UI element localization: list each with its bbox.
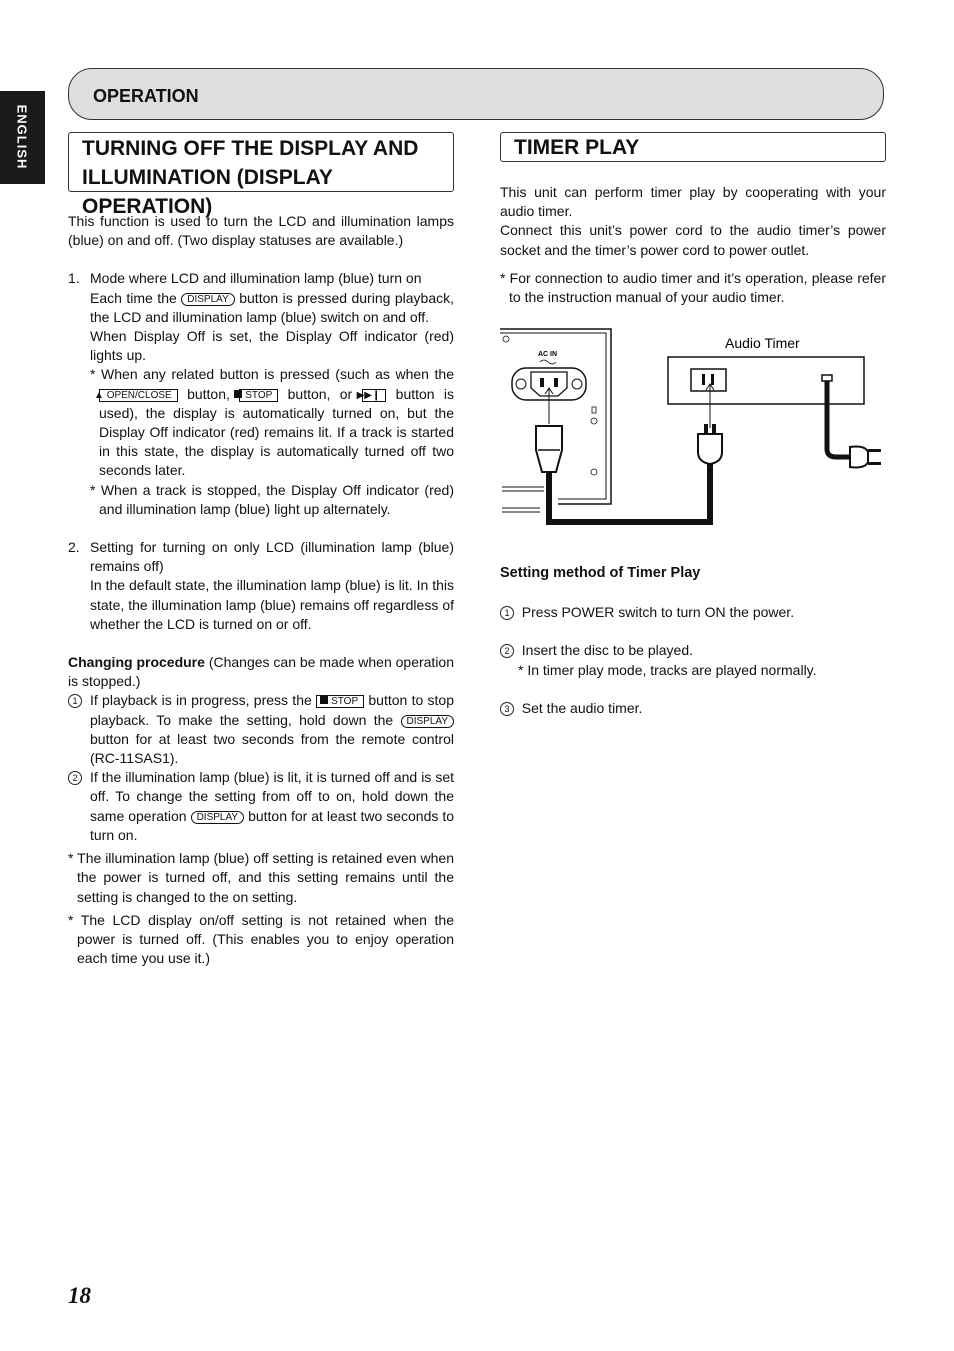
step-1-text-a: If playback is in progress, press the bbox=[90, 692, 312, 709]
setting-step-2-note: * In timer play mode, tracks are played normally. bbox=[518, 661, 817, 678]
item-1-text-b: button is pressed during playback, the LCD and illumination lamp (blue) switch on and off. bbox=[90, 289, 455, 325]
left-column bbox=[68, 212, 454, 968]
language-tab bbox=[0, 91, 45, 184]
footnote-1: * The illumination lamp (blue) off setting is retained even when the power is turned off, and this setting remains until the setting is changed to the on setting. bbox=[68, 850, 454, 905]
item-1-note-1a: * When any related button is pressed (such as when the bbox=[90, 366, 454, 383]
ac-symbol bbox=[540, 360, 556, 364]
stop-icon bbox=[234, 390, 242, 398]
audio-timer-label: Audio Timer bbox=[725, 335, 800, 351]
power-plug-icon bbox=[850, 447, 881, 468]
item-1-title: Mode where LCD and illumination lamp (blue) turn on bbox=[90, 270, 422, 287]
setting-step-1-text: Press POWER switch to turn ON the power. bbox=[521, 604, 795, 621]
ac-in-label: AC IN bbox=[538, 351, 558, 358]
panel-screw bbox=[503, 336, 509, 342]
timer-intro-2: Connect this unit’s power cord to the audio timer’s power socket and the timer’s power cord to power outlet. bbox=[500, 222, 886, 258]
stop-icon bbox=[320, 696, 328, 704]
section-header bbox=[68, 68, 884, 120]
item-1-text-c: When Display Off is set, the Display Off indicator (red) lights up. bbox=[90, 328, 454, 364]
setting-method-title: Setting method of Timer Play bbox=[500, 565, 701, 581]
display-button-icon: DISPLAY bbox=[181, 293, 235, 306]
step-2-text-b: button for at least two seconds to turn on. bbox=[90, 807, 455, 843]
item-2-text: In the default state, the illumination lamp (blue) is lit. In this state, the illumination lamp (blue) remains off regardless of whether the LCD is turned on or off. bbox=[90, 577, 454, 632]
stop-button-icon bbox=[316, 695, 364, 708]
eject-icon: ▲ bbox=[94, 389, 104, 401]
audio-timer-box bbox=[668, 357, 864, 404]
skip-next-icon: ▶▶❙ bbox=[362, 389, 387, 402]
step-2-number: 2 bbox=[68, 771, 82, 785]
timer-note: * For connection to audio timer and it’s operation, please refer to the instruction manual of your audio timer. bbox=[500, 269, 886, 306]
heading-line-1: TURNING OFF THE DISPLAY AND bbox=[82, 137, 419, 160]
item-1-note-2: * When a track is stopped, the Display Off indicator (red) and illumination lamp (blue) light up alternately. bbox=[90, 481, 454, 517]
panel-jack bbox=[592, 407, 596, 413]
item-2-number: 2. bbox=[68, 539, 80, 556]
step-1-text-c: button for at least two seconds from the remote control (RC-11SAS1). bbox=[90, 730, 454, 767]
setting-method bbox=[500, 564, 886, 718]
timer-power-cord bbox=[827, 381, 852, 457]
setting-step-2-number: 2 bbox=[500, 644, 514, 658]
setting-step-2-text: Insert the disc to be played. bbox=[521, 642, 693, 659]
item-1-note-1c: button, or bbox=[287, 385, 353, 402]
language-label: ENGLISH bbox=[14, 104, 30, 170]
setting-step-3-text: Set the audio timer. bbox=[521, 699, 643, 716]
changing-procedure-text: (Changes can be made when operation is stopped.) bbox=[68, 654, 454, 690]
stop-button-icon bbox=[239, 389, 278, 402]
connection-diagram bbox=[500, 324, 890, 534]
timer-play-heading: TIMER PLAY bbox=[514, 136, 640, 159]
setting-step-1-number: 1 bbox=[500, 606, 514, 620]
open-close-label: OPEN/CLOSE bbox=[106, 389, 172, 401]
timer-power-socket bbox=[691, 369, 726, 391]
panel-screw bbox=[591, 418, 597, 424]
changing-steps bbox=[68, 691, 454, 845]
step-1-number: 1 bbox=[68, 694, 82, 708]
section-title: OPERATION bbox=[93, 86, 199, 106]
step-1-text-b: button to stop playback. To make the setting, hold down the bbox=[90, 692, 455, 728]
item-1 bbox=[68, 269, 454, 519]
display-operation-heading-box bbox=[68, 132, 454, 218]
heading-line-2: ILLUMINATION (DISPLAY OPERATION) bbox=[82, 166, 333, 218]
stop-label: STOP bbox=[245, 389, 273, 401]
item-1-text-a: Each time the bbox=[90, 289, 177, 306]
display-button-icon: DISPLAY bbox=[191, 811, 245, 824]
timer-play-heading-box bbox=[500, 132, 886, 162]
item-1-note-1d: button is used), the display is automatically turned on, but the Display Off indicator (red) remains lit. If a track is started in this state, the display is automatically turned off two seconds later. bbox=[99, 385, 455, 479]
step-2-text-a: If the illumination lamp (blue) is lit, it is turned off and is set off. To change the setting from off to on, hold down the same operation bbox=[90, 769, 454, 824]
open-close-button-icon bbox=[94, 389, 178, 402]
item-2-title: Setting for turning on only LCD (illumination lamp (blue) remains off) bbox=[90, 539, 454, 575]
panel-screw bbox=[591, 469, 597, 475]
item-2 bbox=[68, 538, 454, 634]
power-cord bbox=[549, 464, 710, 522]
item-1-number: 1. bbox=[68, 270, 80, 287]
setting-step-3-number: 3 bbox=[500, 702, 514, 716]
intro-text: This function is used to turn the LCD and illumination lamps (blue) on and off. (Two display statuses are available.) bbox=[68, 213, 454, 249]
page-number: 18 bbox=[68, 1283, 91, 1308]
footnote-2: * The LCD display on/off setting is not retained when the power is turned off. (This enables you to enjoy operation each time you use it.) bbox=[68, 911, 454, 967]
power-plug-icon bbox=[536, 426, 562, 472]
display-button-icon: DISPLAY bbox=[401, 715, 455, 728]
right-column-intro bbox=[500, 183, 886, 307]
stop-label: STOP bbox=[331, 696, 359, 708]
timer-intro-1: This unit can perform timer play by cooperating with your audio timer. bbox=[500, 184, 886, 220]
changing-procedure-label: Changing procedure bbox=[68, 654, 205, 671]
item-1-note-1b: button, bbox=[187, 385, 230, 402]
power-plug-icon bbox=[698, 424, 722, 464]
